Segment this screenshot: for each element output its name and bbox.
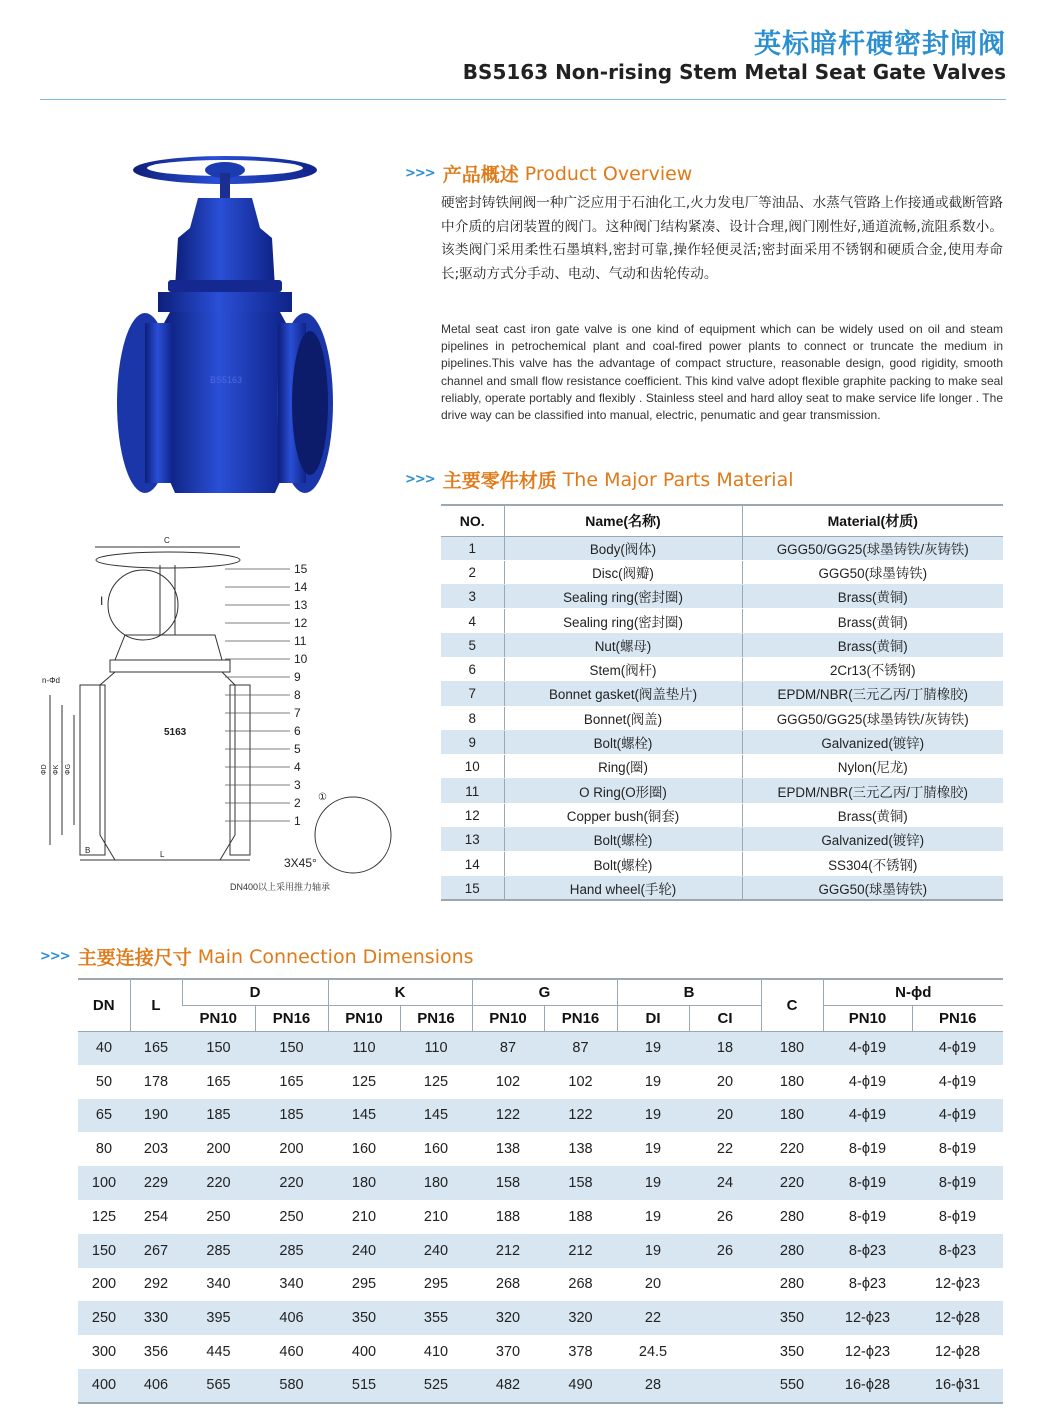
cell-dn: 200 [78,1268,130,1302]
sub-header-g-pn10: PN10 [472,1005,544,1031]
cell-k-pn10: 160 [328,1132,400,1166]
table-row [78,1099,1003,1133]
col-header-nd: N-ϕd [823,979,1003,1005]
cell-d-pn10: 445 [182,1335,255,1369]
table-row [441,803,1003,827]
cell-nd-pn16: 16-ϕ31 [912,1369,1003,1403]
cell-nd-pn16: 8-ϕ19 [912,1166,1003,1200]
cell-g-pn10: 212 [472,1234,544,1268]
cell-nd-pn10: 4-ϕ19 [823,1065,912,1099]
part-name: Bolt(螺栓) [504,828,742,852]
cell-c: 220 [761,1132,823,1166]
cell-k-pn16: 145 [400,1099,472,1133]
cell-g-pn10: 320 [472,1301,544,1335]
cell-b-di: 19 [617,1099,689,1133]
dim-k-label: ΦK [53,764,60,775]
cell-k-pn10: 125 [328,1065,400,1099]
overview-text-en: Metal seat cast iron gate valve is one kind of equipment which can be widely used on oil and steam pipelines in petrochemical plant and coal-fired power plants to connect or truncate the medium in pipelines.This valve has the advantage of compact structure, reasonable design, good rigidity, smooth channel and small flow resistance coefficient. This kind valve adopt flexible graphite packing to make seal reliably, operate portably and flexibly . Stainless steel and hard alloy seat to make service life longer . The drive way can be classified into manual, electric, penumatic and gear transmission. [441,322,1003,423]
cell-d-pn16: 185 [255,1099,328,1133]
cell-c: 280 [761,1200,823,1234]
col-header-c: C [761,979,823,1031]
cell-d-pn16: 285 [255,1234,328,1268]
cell-dn: 80 [78,1132,130,1166]
table-row [78,1268,1003,1302]
cell-k-pn10: 400 [328,1335,400,1369]
part-material: Brass(黄铜) [742,609,1003,633]
cell-l: 165 [130,1031,182,1065]
sub-header-b-di: DI [617,1005,689,1031]
dim-c-label: C [164,536,170,545]
valve-body-marking: BS5163 [210,375,243,385]
cell-dn: 125 [78,1200,130,1234]
part-material: SS304(不锈钢) [742,852,1003,876]
table-row [78,1166,1003,1200]
part-material: GGG50/GG25(球墨铸铁/灰铸铁) [742,536,1003,560]
sub-header-nd-pn16: PN16 [912,1005,1003,1031]
cell-b-di: 19 [617,1200,689,1234]
cell-d-pn10: 150 [182,1031,255,1065]
callout-6: 6 [294,724,301,738]
cell-b-ci: 22 [689,1132,761,1166]
cell-d-pn16: 406 [255,1301,328,1335]
part-no: 10 [441,755,504,779]
dimensions-title-cn: 主要连接尺寸 [77,947,192,969]
chevrons-icon: >>> [40,949,70,964]
cell-dn: 300 [78,1335,130,1369]
cell-k-pn10: 350 [328,1301,400,1335]
handwheel [133,156,317,198]
cell-nd-pn10: 16-ϕ28 [823,1369,912,1403]
cell-nd-pn10: 4-ϕ19 [823,1031,912,1065]
cell-b-ci [689,1335,761,1369]
cell-k-pn16: 240 [400,1234,472,1268]
part-material: GGG50/GG25(球墨铸铁/灰铸铁) [742,706,1003,730]
part-no: 7 [441,682,504,706]
cell-nd-pn10: 8-ϕ23 [823,1234,912,1268]
cell-b-ci [689,1301,761,1335]
table-row [78,1200,1003,1234]
dimensions-section-title [40,943,474,970]
cell-g-pn16: 490 [544,1369,617,1403]
table-row [78,1335,1003,1369]
cell-b-di: 19 [617,1234,689,1268]
cell-d-pn16: 250 [255,1200,328,1234]
cell-g-pn16: 87 [544,1031,617,1065]
cell-b-di: 28 [617,1369,689,1403]
cell-l: 178 [130,1065,182,1099]
cell-k-pn10: 145 [328,1099,400,1133]
body-section-label: 5163 [164,727,187,738]
detail-circle-marker: ① [318,792,327,803]
part-no: 1 [441,536,504,560]
sub-header-nd-pn10: PN10 [823,1005,912,1031]
cell-k-pn16: 355 [400,1301,472,1335]
table-row [78,1031,1003,1065]
cell-b-ci [689,1369,761,1403]
chamfer-label: 3X45° [284,856,317,870]
cell-nd-pn16: 4-ϕ19 [912,1031,1003,1065]
cell-d-pn10: 165 [182,1065,255,1099]
cell-k-pn16: 110 [400,1031,472,1065]
cell-l: 330 [130,1301,182,1335]
sub-header-b-ci: CI [689,1005,761,1031]
cell-k-pn16: 525 [400,1369,472,1403]
cell-nd-pn10: 8-ϕ19 [823,1132,912,1166]
cell-c: 280 [761,1234,823,1268]
col-header-d: D [182,979,328,1005]
cell-k-pn10: 295 [328,1268,400,1302]
sub-header-k-pn10: PN10 [328,1005,400,1031]
cell-k-pn16: 210 [400,1200,472,1234]
overview-section-title [405,160,692,187]
cell-k-pn16: 160 [400,1132,472,1166]
table-row [78,1234,1003,1268]
cell-nd-pn16: 12-ϕ28 [912,1301,1003,1335]
col-header-g: G [472,979,617,1005]
cell-nd-pn16: 8-ϕ19 [912,1132,1003,1166]
col-header-material: Material(材质) [742,505,1003,536]
page-title-en: BS5163 Non-rising Stem Metal Seat Gate Valves [462,60,1006,84]
cell-d-pn16: 165 [255,1065,328,1099]
cell-d-pn10: 340 [182,1268,255,1302]
cell-g-pn10: 370 [472,1335,544,1369]
cell-l: 254 [130,1200,182,1234]
cell-c: 180 [761,1099,823,1133]
cell-nd-pn16: 8-ϕ19 [912,1200,1003,1234]
cell-b-di: 19 [617,1132,689,1166]
cell-g-pn10: 188 [472,1200,544,1234]
part-no: 15 [441,876,504,900]
drawing-note: DN400以上采用推力轴承 [230,882,331,892]
table-row [441,609,1003,633]
col-header-b: B [617,979,761,1005]
callout-5: 5 [294,742,301,756]
cell-dn: 150 [78,1234,130,1268]
callout-10: 10 [294,652,308,666]
cell-b-di: 19 [617,1166,689,1200]
table-row [441,585,1003,609]
overview-title-cn: 产品概述 [442,164,519,186]
cell-dn: 65 [78,1099,130,1133]
part-no: 12 [441,803,504,827]
cell-k-pn16: 410 [400,1335,472,1369]
cell-dn: 400 [78,1369,130,1403]
part-name: Stem(阀杆) [504,657,742,681]
cell-c: 350 [761,1301,823,1335]
chevrons-icon: >>> [405,472,435,487]
table-row [78,1369,1003,1403]
part-name: Bonnet(阀盖) [504,706,742,730]
dim-b-label: B [85,846,91,855]
cell-c: 280 [761,1268,823,1302]
part-no: 2 [441,560,504,584]
callout-3: 3 [294,778,301,792]
cell-g-pn16: 158 [544,1166,617,1200]
table-row [441,682,1003,706]
part-name: Sealing ring(密封圈) [504,609,742,633]
cell-k-pn10: 180 [328,1166,400,1200]
cell-k-pn10: 515 [328,1369,400,1403]
part-name: Disc(阀瓣) [504,560,742,584]
cell-g-pn16: 320 [544,1301,617,1335]
part-no: 4 [441,609,504,633]
cell-d-pn10: 565 [182,1369,255,1403]
table-row [441,755,1003,779]
part-name: Copper bush(铜套) [504,803,742,827]
part-name: Body(阀体) [504,536,742,560]
table-row [78,1132,1003,1166]
part-material: EPDM/NBR(三元乙丙/丁腈橡胶) [742,682,1003,706]
part-name: Sealing ring(密封圈) [504,585,742,609]
cell-dn: 50 [78,1065,130,1099]
cell-g-pn16: 138 [544,1132,617,1166]
dim-d-label: ΦD [41,764,48,775]
table-row [441,730,1003,754]
cell-nd-pn10: 12-ϕ23 [823,1335,912,1369]
cell-l: 267 [130,1234,182,1268]
callout-14: 14 [294,580,308,594]
sub-header-k-pn16: PN16 [400,1005,472,1031]
part-material: Galvanized(镀锌) [742,828,1003,852]
part-name: Hand wheel(手轮) [504,876,742,900]
chevrons-icon: >>> [405,166,435,181]
cell-l: 190 [130,1099,182,1133]
table-row [441,536,1003,560]
cell-nd-pn16: 12-ϕ23 [912,1268,1003,1302]
cell-dn: 40 [78,1031,130,1065]
cell-g-pn16: 122 [544,1099,617,1133]
cell-d-pn16: 460 [255,1335,328,1369]
cell-b-ci: 20 [689,1099,761,1133]
part-name: Ring(圈) [504,755,742,779]
cell-k-pn16: 180 [400,1166,472,1200]
cell-b-ci: 26 [689,1200,761,1234]
callout-15: 15 [294,562,308,576]
table-row [441,706,1003,730]
cell-b-ci: 24 [689,1166,761,1200]
cell-d-pn16: 340 [255,1268,328,1302]
part-material: 2Cr13(不锈钢) [742,657,1003,681]
cell-g-pn10: 482 [472,1369,544,1403]
callout-7: 7 [294,706,301,720]
sub-header-d-pn16: PN16 [255,1005,328,1031]
dim-l-label: L [160,850,165,859]
page-title-cn: 英标暗杆硬密封闸阀 [754,29,1006,60]
cell-c: 180 [761,1031,823,1065]
part-name: O Ring(O形圈) [504,779,742,803]
part-no: 13 [441,828,504,852]
connection-dimensions-table [78,978,1003,1404]
table-row [441,779,1003,803]
cell-g-pn16: 102 [544,1065,617,1099]
cell-l: 203 [130,1132,182,1166]
cell-c: 550 [761,1369,823,1403]
cell-d-pn16: 220 [255,1166,328,1200]
table-row [441,852,1003,876]
parts-section-title [405,466,794,493]
part-material: EPDM/NBR(三元乙丙/丁腈橡胶) [742,779,1003,803]
cell-nd-pn10: 12-ϕ23 [823,1301,912,1335]
valve-photo [110,148,350,526]
cell-d-pn16: 580 [255,1369,328,1403]
cell-d-pn10: 185 [182,1099,255,1133]
cell-b-ci: 20 [689,1065,761,1099]
part-name: Bolt(螺栓) [504,852,742,876]
cell-nd-pn10: 8-ϕ23 [823,1268,912,1302]
overview-title-en: Product Overview [524,162,693,185]
part-name: Bonnet gasket(阀盖垫片) [504,682,742,706]
cell-g-pn10: 122 [472,1099,544,1133]
callout-9: 9 [294,670,301,684]
cell-k-pn10: 110 [328,1031,400,1065]
cell-nd-pn10: 4-ϕ19 [823,1099,912,1133]
part-no: 11 [441,779,504,803]
cell-c: 220 [761,1166,823,1200]
table-row [78,1301,1003,1335]
cell-k-pn10: 240 [328,1234,400,1268]
cell-l: 406 [130,1369,182,1403]
parts-title-en: The Major Parts Material [562,468,794,491]
cell-k-pn16: 125 [400,1065,472,1099]
overview-text-cn: 硬密封铸铁闸阀一种广泛应用于石油化工,火力发电厂等油品、水蒸气管路上作接通或截断管路中介质的启闭装置的阀门。这种阀门结构紧凑、设计合理,阀门刚性好,通道流畅,流阻系数小。该类阀门采用柔性石墨填料,密封可靠,操作轻便灵活;密封面采用不锈钢和硬质合金,使用寿命长;驱动方式分手动、电动、气动和齿轮传动。 [441,195,1003,282]
part-name: Nut(螺母) [504,633,742,657]
cell-d-pn16: 150 [255,1031,328,1065]
cell-dn: 250 [78,1301,130,1335]
table-row [441,876,1003,900]
cell-d-pn10: 200 [182,1132,255,1166]
part-material: Brass(黄铜) [742,633,1003,657]
part-material: GGG50(球墨铸铁) [742,560,1003,584]
cell-l: 229 [130,1166,182,1200]
cell-b-di: 20 [617,1268,689,1302]
part-no: 14 [441,852,504,876]
cell-d-pn10: 285 [182,1234,255,1268]
cell-b-ci [689,1268,761,1302]
cell-d-pn10: 395 [182,1301,255,1335]
callout-1: 1 [294,814,301,828]
table-row [441,560,1003,584]
table-row [441,633,1003,657]
part-no: 5 [441,633,504,657]
table-row [441,657,1003,681]
part-material: Brass(黄铜) [742,585,1003,609]
cell-nd-pn10: 8-ϕ19 [823,1200,912,1234]
sub-header-g-pn16: PN16 [544,1005,617,1031]
part-material: Nylon(尼龙) [742,755,1003,779]
part-no: 3 [441,585,504,609]
col-header-name: Name(名称) [504,505,742,536]
cell-g-pn10: 158 [472,1166,544,1200]
cell-g-pn16: 268 [544,1268,617,1302]
table-row [441,828,1003,852]
sub-header-d-pn10: PN10 [182,1005,255,1031]
cell-g-pn10: 87 [472,1031,544,1065]
part-material: Brass(黄铜) [742,803,1003,827]
cell-g-pn16: 188 [544,1200,617,1234]
cell-g-pn10: 138 [472,1132,544,1166]
detail-marker-i: I [100,594,104,608]
flange-hole-label: n-Φd [42,676,60,685]
dimensions-title-en: Main Connection Dimensions [197,945,474,968]
callout-12: 12 [294,616,308,630]
part-material: GGG50(球墨铸铁) [742,876,1003,900]
cell-b-ci: 26 [689,1234,761,1268]
cell-b-di: 19 [617,1031,689,1065]
cell-k-pn16: 295 [400,1268,472,1302]
cell-dn: 100 [78,1166,130,1200]
callout-13: 13 [294,598,308,612]
part-material: Galvanized(镀锌) [742,730,1003,754]
parts-title-cn: 主要零件材质 [442,470,557,492]
cell-b-di: 19 [617,1065,689,1099]
col-header-dn: DN [78,979,130,1031]
callout-4: 4 [294,760,301,774]
cross-section-drawing [40,535,410,900]
callout-11: 11 [294,634,307,648]
part-name: Bolt(螺栓) [504,730,742,754]
cell-b-di: 24.5 [617,1335,689,1369]
parts-material-table [441,504,1003,901]
callout-8: 8 [294,688,301,702]
cell-nd-pn16: 4-ϕ19 [912,1065,1003,1099]
cell-b-ci: 18 [689,1031,761,1065]
cell-nd-pn16: 12-ϕ28 [912,1335,1003,1369]
cell-l: 292 [130,1268,182,1302]
cell-c: 350 [761,1335,823,1369]
cell-g-pn10: 268 [472,1268,544,1302]
table-row [78,1065,1003,1099]
cell-g-pn16: 212 [544,1234,617,1268]
cell-c: 180 [761,1065,823,1099]
part-no: 8 [441,706,504,730]
cell-b-di: 22 [617,1301,689,1335]
col-header-k: K [328,979,472,1005]
cell-d-pn10: 250 [182,1200,255,1234]
cell-g-pn16: 378 [544,1335,617,1369]
cell-l: 356 [130,1335,182,1369]
cell-g-pn10: 102 [472,1065,544,1099]
part-no: 9 [441,730,504,754]
col-header-no: NO. [441,505,504,536]
cell-d-pn16: 200 [255,1132,328,1166]
header-divider [40,99,1006,100]
cell-d-pn10: 220 [182,1166,255,1200]
part-no: 6 [441,657,504,681]
cell-nd-pn10: 8-ϕ19 [823,1166,912,1200]
cell-k-pn10: 210 [328,1200,400,1234]
col-header-l: L [130,979,182,1031]
dim-g-label: ΦG [65,763,72,775]
cell-nd-pn16: 8-ϕ23 [912,1234,1003,1268]
callout-2: 2 [294,796,301,810]
cell-nd-pn16: 4-ϕ19 [912,1099,1003,1133]
